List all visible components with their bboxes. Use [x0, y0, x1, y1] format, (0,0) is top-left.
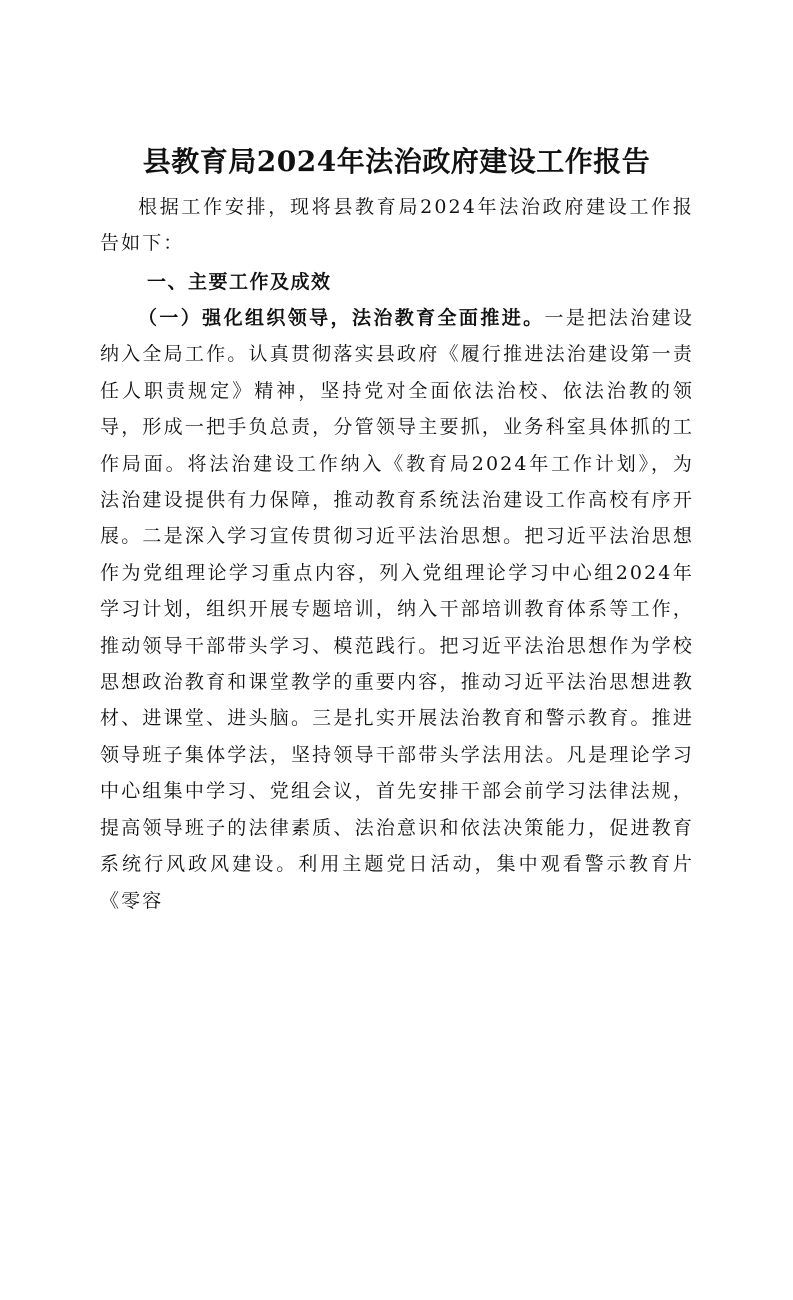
body-paragraph-text: [100, 300, 694, 919]
intro-paragraph: 根据工作安排，现将县教育局2024年法治政府建设工作报告如下：: [100, 196, 694, 255]
document-title: 县教育局2024年法治政府建设工作报告: [142, 145, 651, 178]
subsection-heading: （一）强化组织领导，法治教育全面推进。: [138, 307, 545, 329]
subsection-body: 一是把法治建设纳入全局工作。认真贯彻落实县政府《履行推进法治建设第一责任人职责规定》精神，坚持党对全面依法治校、依法治教的领导，形成一把手负总责，分管领导主要抓，业务科室具体抓的工作局面。将法治建设工作纳入《教育局2024年工作计划》，为法治建设提供有力保障，推动教育系统法治建设工作高校有序开展。二是深入学习宣传贯彻习近平法治思想。把习近平法治思想作为党组理论学习重点内容，列入党组理论学习中心组2024年学习计划，组织开展专题培训，纳入干部培训教育体系等工作，推动领导干部带头学习、模范践行。把习近平法治思想作为学校思想政治教育和课堂教学的重要内容，推动习近平法治思想进教材、进课堂、进头脑。三是扎实开展法治教育和警示教育。推进领导班子集体学法，坚持领导干部带头学法用法。凡是理论学习中心组集中学习、党组会议，首先安排干部会前学习法律法规，提高领导班子的法律素质、法治意识和依法决策能力，促进教育系统行风政风建设。利用主题党日活动，集中观看警示教育片《零容: [100, 307, 694, 912]
section-heading: 一、主要工作及成效: [147, 271, 332, 293]
body-paragraph: [100, 300, 694, 1300]
